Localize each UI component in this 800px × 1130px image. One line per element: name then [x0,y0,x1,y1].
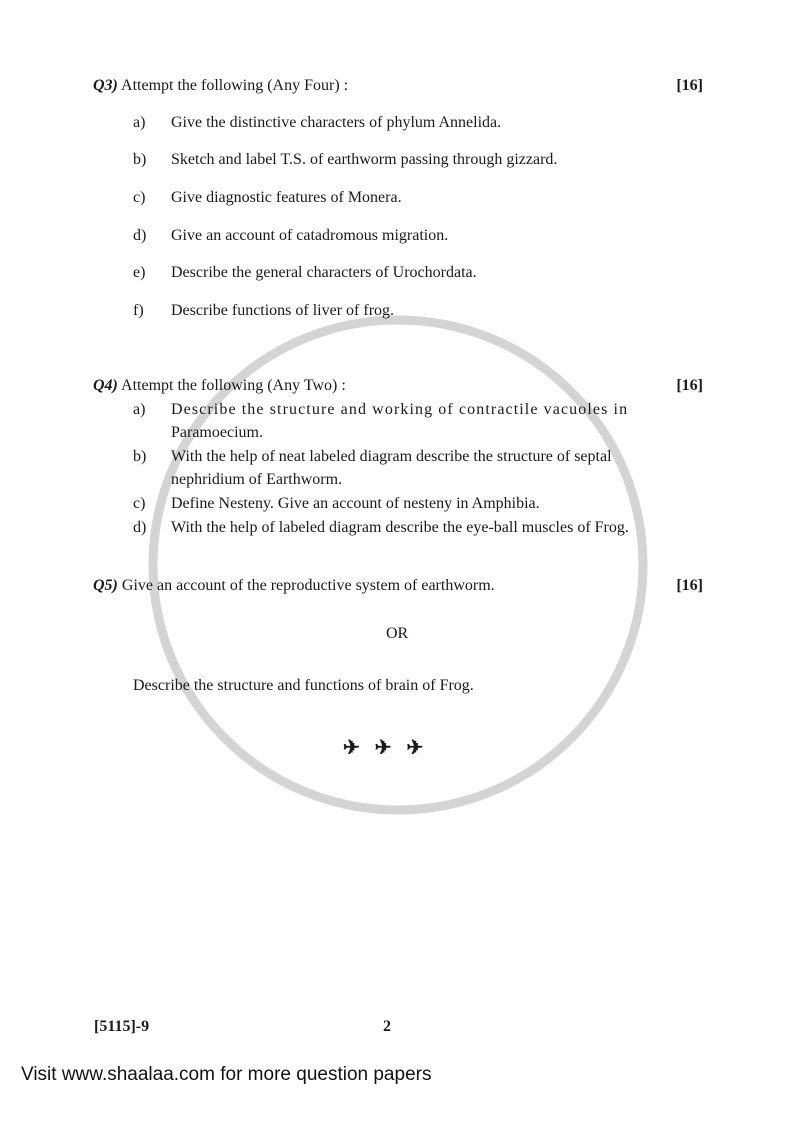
q3-label: Q3) [93,77,118,94]
q4-title: Attempt the following (Any Two) : [121,377,346,394]
end-marks-icon: ✈ ✈ ✈ [343,737,424,759]
page-number: 2 [383,1018,391,1035]
q4-c-letter: c) [133,495,146,512]
q4-heading [93,376,346,396]
q4-d-text: With the help of labeled diagram describe the eye-ball muscles of Frog. [171,519,629,536]
q5-label: Q5) [93,577,118,594]
q3-c-letter: c) [133,189,146,206]
q3-a-text: Give the distinctive characters of phylum Annelida. [171,114,502,131]
q3-d-letter: d) [133,227,147,244]
q4-b-letter: b) [133,448,147,465]
q4-marks: [16] [676,377,703,394]
q3-heading [93,76,348,96]
paper-code: [5115]-9 [94,1018,150,1035]
q3-title: Attempt the following (Any Four) : [121,77,349,94]
q5-alternative: Describe the structure and functions of brain of Frog. [133,677,474,694]
q4-a-cont: Paramoecium. [171,424,263,441]
or-separator: OR [386,625,409,642]
q3-f-text: Describe functions of liver of frog. [171,302,395,319]
q4-label: Q4) [93,377,118,394]
q3-f-letter: f) [133,302,144,319]
q3-e-letter: e) [133,264,146,281]
q3-a-letter: a) [133,114,146,131]
q3-b-letter: b) [133,151,147,168]
q5-heading [93,576,495,596]
q4-a-text: Describe the structure and working of contractile vacuoles in [171,401,629,418]
q4-b-text: With the help of neat labeled diagram describe the structure of septal [171,448,612,465]
q3-d-text: Give an account of catadromous migration. [171,227,449,244]
q3-b-text: Sketch and label T.S. of earthworm passing through gizzard. [171,151,558,168]
q3-marks: [16] [676,77,703,94]
q4-d-letter: d) [133,519,147,536]
q4-c-text: Define Nesteny. Give an account of nesteny in Amphibia. [171,495,540,512]
q5-marks: [16] [676,577,703,594]
q4-a-letter: a) [133,401,146,418]
shaalaa-banner-link[interactable]: Visit www.shaalaa.com for more question papers [21,1064,432,1085]
q3-c-text: Give diagnostic features of Monera. [171,189,402,206]
q5-text: Give an account of the reproductive system of earthworm. [121,577,495,594]
q3-e-text: Describe the general characters of Urochordata. [171,264,477,281]
q4-b-cont: nephridium of Earthworm. [171,471,343,488]
